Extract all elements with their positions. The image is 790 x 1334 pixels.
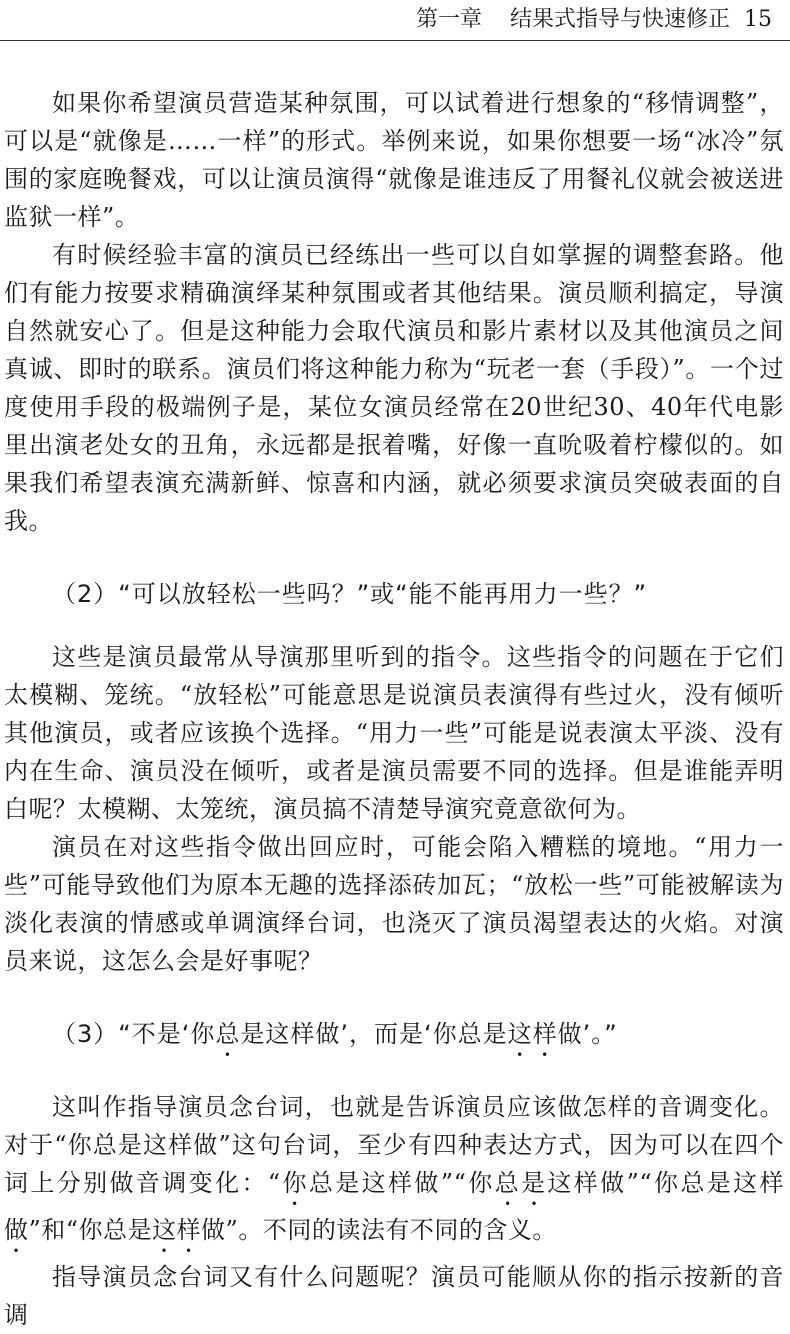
- text-run: 这样做”“你总是这样: [547, 1169, 785, 1197]
- paragraph-line-readings: [4, 1088, 784, 1258]
- page-body: [4, 84, 784, 1334]
- running-header: [0, 6, 772, 34]
- text-run: 总是这样做”“你: [308, 1169, 495, 1197]
- text-run: 做”。不同的读法有不同的含义。: [201, 1216, 557, 1244]
- text-run: 这叫作指导演员念台词，也就是告诉演员应该做怎样的音调变化。对于“你总是这样做”这句台词，至少有四种表达方式，因为可以在四个词上分别做音调变化：“: [4, 1093, 784, 1197]
- emphasis-word: 总: [215, 1020, 241, 1048]
- section-heading-3: [4, 1016, 784, 1062]
- emphasis-word: 这样: [507, 1020, 558, 1048]
- paragraph-actor-response: 演员在对这些指令做出回应时，可能会陷入糟糕的境地。“用力一些”可能导致他们为原本无趣的选择添砖加瓦；“放松一些”可能被解读为淡化表演的情感或单调演绎台词，也浇灭了演员渴望表达的火焰。对演员来说，这怎么会是好事呢？: [4, 833, 784, 975]
- heading-3-part: （3）“不是‘你: [52, 1020, 216, 1048]
- heading-3-part: 是这样做’，而是‘你总是: [240, 1020, 508, 1048]
- paragraph-tricks: 有时候经验丰富的演员已经练出一些可以自如掌握的调整套路。他们有能力按要求精确演绎某种氛围或者其他结果。演员顺利搞定，导演自然就安心了。但是这种能力会取代演员和影片素材以及其他演员之间真诚、即时的联系。演员们将这种能力称为“玩老一套（手段）”。一个过度使用手段的极端例子是，某位女演员经常在20世纪30、40年代电影里出演老处女的丑角，永远都是抿着嘴，好像一直吮吸着柠檬似的。如果我们希望表演充满新鲜、惊喜和内涵，就必须要求演员突破表面的自我。: [4, 241, 784, 535]
- heading-3-part: 做’。”: [557, 1020, 618, 1048]
- header-rule: [0, 40, 790, 41]
- emphasis-word: 做: [4, 1216, 29, 1244]
- page-number: 15: [744, 7, 772, 32]
- chapter-title: 结果式指导与快速修正: [509, 7, 730, 32]
- emphasis-word: 你: [280, 1169, 309, 1197]
- paragraph-line-reading-problem: 指导演员念台词又有什么问题呢？演员可能顺从你的指示按新的音调: [4, 1263, 784, 1329]
- text-run: ”和“你总是: [28, 1216, 153, 1244]
- paragraph-vague-directions: 这些是演员最常从导演那里听到的指令。这些指令的问题在于它们太模糊、笼统。“放轻松”可能意思是说演员表演得有些过火，没有倾听其他演员，或者应该换个选择。“用力一些”可能是说表演太平淡、没有内在生命、演员没在倾听，或者是演员需要不同的选择。但是谁能弄明白呢？太模糊、太笼统，演员搞不清楚导演究竟意欲何为。: [4, 643, 784, 823]
- chapter-label: 第一章: [415, 7, 482, 32]
- paragraph-empathy-adjustment: 如果你希望演员营造某种氛围，可以试着进行想象的“移情调整”，可以是“就像是……一样”的形式。举例来说，如果你想要一场“冰冷”氛围的家庭晚餐戏，可以让演员演得“就像是谁违反了用餐礼仪就会被送进监狱一样”。: [4, 89, 784, 231]
- emphasis-word: 总是: [494, 1169, 548, 1197]
- section-heading-2: （2）“可以放轻松一些吗？”或“能不能再用力一些？”: [52, 580, 648, 608]
- emphasis-word: 这样: [152, 1216, 202, 1244]
